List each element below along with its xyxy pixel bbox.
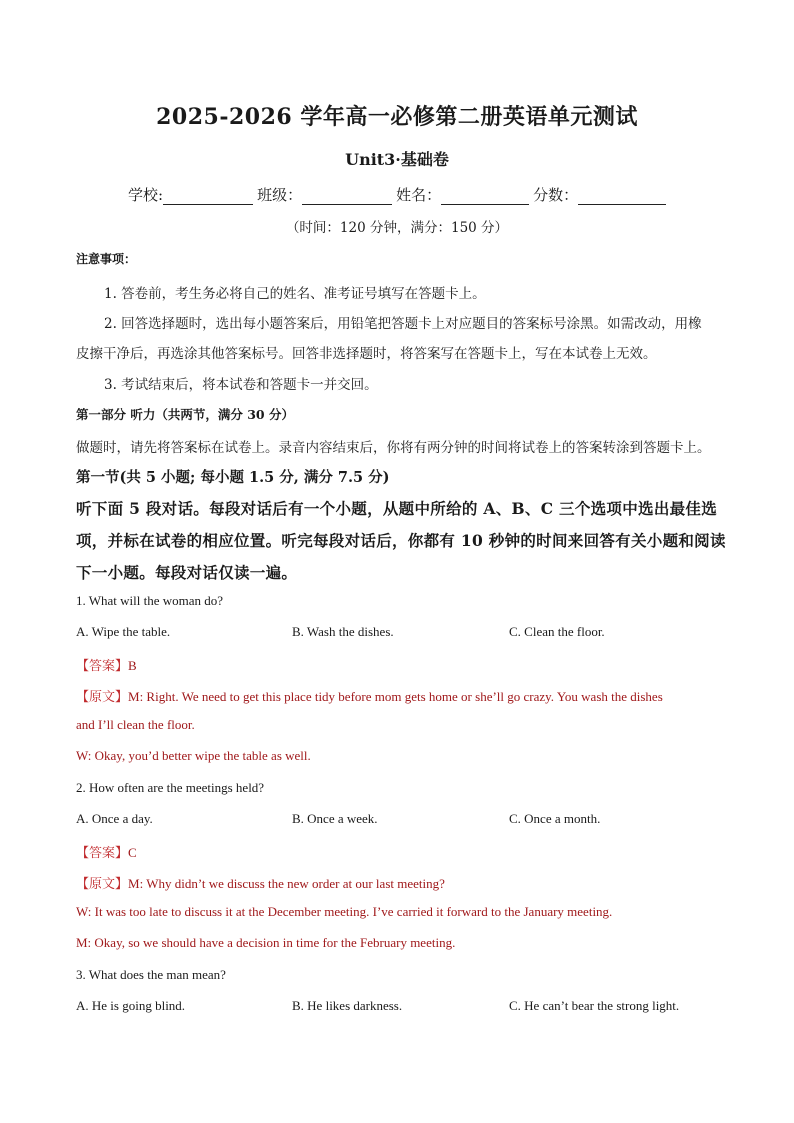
question-2-option-b[interactable]: B. Once a week. bbox=[292, 811, 378, 826]
question-1-stem: 1. What will the woman do? bbox=[76, 593, 224, 608]
question-1-transcript-line-1 bbox=[76, 686, 663, 705]
class-label: 班级： bbox=[257, 186, 303, 204]
name-blank[interactable] bbox=[441, 186, 529, 205]
part1-heading: 第一部分 听力（共两节，满分 30 分） bbox=[76, 407, 294, 422]
transcript-label: 【原文】 bbox=[76, 689, 129, 704]
name-field[interactable] bbox=[396, 184, 529, 205]
answer-value: B bbox=[128, 658, 137, 673]
question-1-transcript-line-3: W: Okay, you’d better wipe the table as well. bbox=[76, 748, 311, 763]
notice-heading: 注意事项： bbox=[76, 252, 137, 266]
answer-label: 【答案】 bbox=[76, 845, 129, 860]
exam-subtitle: Unit3·基础卷 bbox=[345, 150, 449, 169]
time-info: （时间：120 分钟，满分：150 分） bbox=[285, 220, 509, 236]
question-2-stem: 2. How often are the meetings held? bbox=[76, 780, 265, 795]
question-3-stem: 3. What does the man mean? bbox=[76, 967, 226, 982]
question-3-option-b[interactable]: B. He likes darkness. bbox=[292, 998, 403, 1013]
part1-intro: 做题时，请先将答案标在试卷上。录音内容结束后，你将有两分钟的时间将试卷上的答案转涂到答题卡上。 bbox=[76, 440, 711, 456]
question-1-transcript-line-2: and I’ll clean the floor. bbox=[76, 717, 195, 732]
class-blank[interactable] bbox=[302, 186, 392, 205]
school-field[interactable] bbox=[128, 184, 253, 205]
notice-item-1: 1. 答卷前，考生务必将自己的姓名、准考证号填写在答题卡上。 bbox=[104, 286, 486, 302]
question-3-option-a[interactable]: A. He is going blind. bbox=[76, 998, 186, 1013]
question-1-answer bbox=[76, 655, 137, 674]
question-2-option-c[interactable]: C. Once a month. bbox=[509, 811, 601, 826]
school-blank[interactable] bbox=[163, 186, 253, 205]
question-1-option-b[interactable]: B. Wash the dishes. bbox=[292, 624, 394, 639]
notice-item-3: 3. 考试结束后，将本试卷和答题卡一并交回。 bbox=[104, 377, 378, 393]
class-field[interactable] bbox=[257, 184, 392, 205]
school-label: 学校: bbox=[128, 186, 164, 204]
directions-line-2: 项，并标在试卷的相应位置。听完每段对话后，你都有 10 秒钟的时间来回答有关小题和阅读 bbox=[76, 531, 726, 550]
score-blank[interactable] bbox=[578, 186, 666, 205]
directions-line-3: 下一小题。每段对话仅读一遍。 bbox=[76, 563, 298, 582]
exam-title: 2025-2026 学年高一必修第二册英语单元测试 bbox=[156, 104, 638, 130]
section1-heading: 第一节(共 5 小题; 每小题 1.5 分, 满分 7.5 分) bbox=[76, 469, 390, 486]
question-2-transcript-line-2: W: It was too late to discuss it at the December meeting. I’ve carried it forward to the January meeting. bbox=[76, 904, 613, 919]
question-2-transcript-line-1 bbox=[76, 873, 445, 892]
answer-value: C bbox=[128, 845, 137, 860]
transcript-label: 【原文】 bbox=[76, 876, 129, 891]
notice-item-2-line-2: 皮擦干净后，再选涂其他答案标号。回答非选择题时，将答案写在答题卡上，写在本试卷上无效。 bbox=[76, 346, 657, 362]
question-2-answer bbox=[76, 842, 137, 861]
question-3-option-c[interactable]: C. He can’t bear the strong light. bbox=[509, 998, 680, 1013]
question-1-option-a[interactable]: A. Wipe the table. bbox=[76, 624, 171, 639]
transcript-text: M: Right. We need to get this place tidy before mom gets home or she’ll go crazy. You wash the dishes bbox=[128, 689, 663, 704]
notice-item-2-line-1: 2. 回答选择题时，选出每小题答案后，用铅笔把答题卡上对应题目的答案标号涂黑。如需改动，用橡 bbox=[104, 316, 702, 332]
question-2-transcript-line-3: M: Okay, so we should have a decision in time for the February meeting. bbox=[76, 935, 456, 950]
score-field[interactable] bbox=[533, 184, 666, 205]
student-info-fields bbox=[128, 184, 670, 205]
answer-label: 【答案】 bbox=[76, 658, 129, 673]
name-label: 姓名： bbox=[396, 186, 442, 204]
transcript-text: M: Why didn’t we discuss the new order at our last meeting? bbox=[128, 876, 445, 891]
score-label: 分数： bbox=[533, 186, 579, 204]
directions-line-1: 听下面 5 段对话。每段对话后有一个小题，从题中所给的 A、B、C 三个选项中选出最佳选 bbox=[76, 499, 718, 518]
question-1-option-c[interactable]: C. Clean the floor. bbox=[509, 624, 605, 639]
question-2-option-a[interactable]: A. Once a day. bbox=[76, 811, 153, 826]
